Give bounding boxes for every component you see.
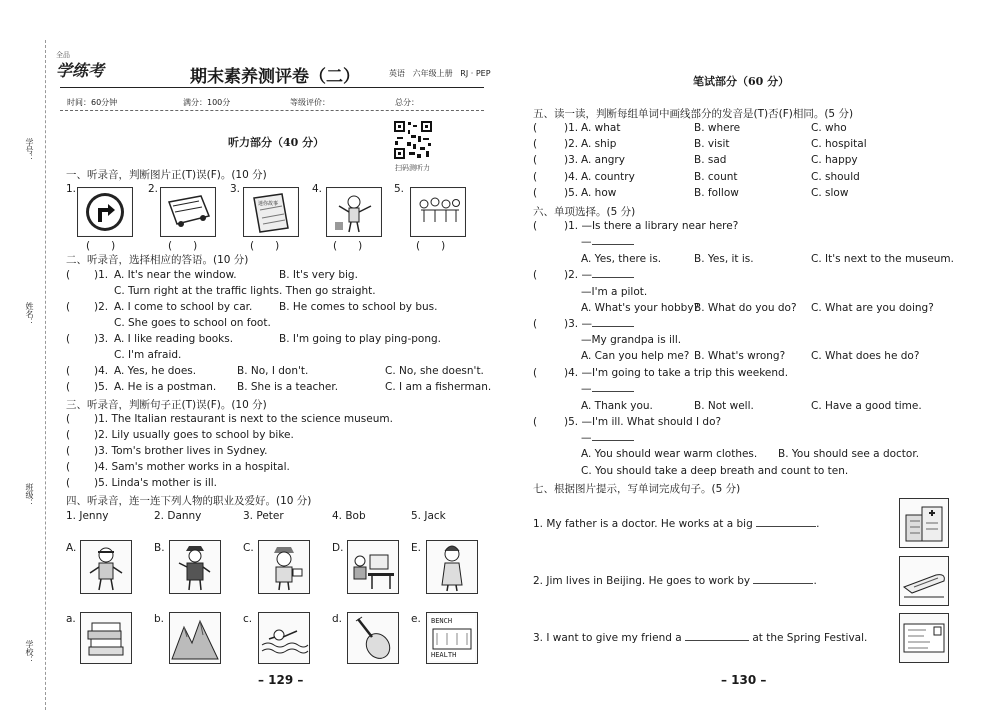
option-b: B. follow — [694, 187, 739, 199]
statement-3: )3. Tom's brother lives in Sydney. — [94, 445, 268, 457]
question-text: )4. —I'm going to take a trip this weekend. — [564, 367, 789, 379]
answer-paren[interactable]: ( — [533, 318, 538, 330]
police-person-image — [169, 540, 221, 594]
answer-paren[interactable]: ( — [533, 171, 538, 183]
sidebar-label-name: 姓名： — [25, 302, 34, 326]
s1-paren-4[interactable]: ( ) — [333, 240, 363, 252]
option-a: A. I come to school by car. — [114, 301, 253, 313]
statement-5: )5. Linda's mother is ill. — [94, 477, 218, 489]
option-a: A. Can you help me? — [581, 350, 690, 362]
brand-logo — [56, 50, 104, 81]
listening-section-title: 听力部分（40 分） — [228, 136, 325, 149]
person-name-2: 2. Danny — [154, 510, 202, 522]
item-number: )3. — [564, 154, 579, 166]
sentence-end: . — [813, 575, 817, 587]
option-b: B. What do you do? — [694, 302, 797, 314]
page-title: 期末素养测评卷（二） — [190, 67, 360, 87]
hobby-letter-d: d. — [332, 613, 343, 625]
option-c: C. What does he do? — [811, 350, 920, 362]
option-b: B. He comes to school by bus. — [279, 301, 438, 313]
bus-image — [160, 187, 216, 237]
option-b: B. Yes, it is. — [694, 253, 754, 265]
qr-code — [393, 120, 433, 160]
sidebar-label-student-id: 学号： — [25, 138, 34, 162]
postcard-image — [899, 613, 949, 663]
option-a: A. It's near the window. — [114, 269, 237, 281]
reply-blank[interactable] — [581, 432, 634, 444]
option-b: B. She is a teacher. — [237, 381, 339, 393]
job-letter-c: C. — [243, 542, 254, 554]
option-a: A. Thank you. — [581, 400, 653, 412]
header-rule — [60, 87, 484, 88]
book-image — [243, 187, 299, 237]
answer-paren[interactable]: ( — [533, 416, 538, 428]
sentence-1[interactable] — [533, 518, 819, 530]
option-a: A. country — [581, 171, 635, 183]
option-c: C. No, she doesn't. — [385, 365, 484, 377]
dash: — — [581, 432, 592, 444]
s1-num-3: 3. — [230, 183, 241, 195]
s1-paren-3[interactable]: ( ) — [250, 240, 280, 252]
sentence-3[interactable] — [533, 632, 867, 644]
reply-blank[interactable] — [581, 236, 634, 248]
person-name-5: 5. Jack — [411, 510, 446, 522]
answer-paren[interactable]: ( — [533, 122, 538, 134]
option-a: A. how — [581, 187, 617, 199]
item-number: )2. — [94, 301, 109, 313]
item-number: )2. — [564, 138, 579, 150]
binding-line — [45, 40, 46, 710]
pipa-instrument-image — [347, 612, 399, 664]
answer-paren[interactable]: ( — [533, 154, 538, 166]
reply-blank[interactable] — [581, 383, 634, 395]
person-name-1: 1. Jenny — [66, 510, 109, 522]
option-a: A. You should wear warm clothes. — [581, 448, 758, 460]
option-c: C. Have a good time. — [811, 400, 922, 412]
answer-paren[interactable]: ( — [533, 187, 538, 199]
option-b: B. You should see a doctor. — [778, 448, 920, 460]
s1-paren-2[interactable]: ( ) — [168, 240, 198, 252]
section1-title: 一、听录音，判断图片正(T)误(F)。(10 分) — [66, 169, 267, 181]
question-prefix: )2. — — [564, 269, 592, 281]
statement-2: )2. Lily usually goes to school by bike. — [94, 429, 294, 441]
option-b: B. sad — [694, 154, 727, 166]
turn-right-sign-image — [77, 187, 133, 237]
answer-paren[interactable]: ( — [66, 461, 71, 473]
answer-paren[interactable]: ( — [533, 220, 538, 232]
option-c: C. You should take a deep breath and count to ten. — [581, 465, 849, 477]
option-c: C. should — [811, 171, 860, 183]
item-number: )3. — [94, 333, 109, 345]
option-b: B. where — [694, 122, 741, 134]
sidebar-label-class: 班级： — [25, 483, 34, 507]
item-number: )5. — [94, 381, 109, 393]
chef-boy-image — [326, 187, 382, 237]
answer-paren[interactable]: ( — [66, 301, 71, 313]
s1-num-1: 1. — [66, 183, 77, 195]
answer-paren[interactable]: ( — [533, 138, 538, 150]
option-a: A. ship — [581, 138, 617, 150]
hospital-building-image — [899, 498, 949, 548]
option-a: A. angry — [581, 154, 625, 166]
question-text: )5. —I'm ill. What should I do? — [564, 416, 722, 428]
sentence-text: 2. Jim lives in Beijing. He goes to work by — [533, 575, 751, 587]
option-a: A. what — [581, 122, 621, 134]
option-c: C. Turn right at the traffic lights. Then go straight. — [114, 285, 376, 297]
question-text[interactable] — [564, 269, 634, 281]
person-name-3: 3. Peter — [243, 510, 284, 522]
option-c: C. slow — [811, 187, 849, 199]
option-a: A. Yes, he does. — [114, 365, 197, 377]
dash: — — [581, 383, 592, 395]
logo-main: 学练考 — [56, 61, 105, 80]
poster-word-2: HEALTH — [431, 651, 457, 659]
answer-paren[interactable]: ( — [66, 413, 71, 425]
dash: — — [581, 236, 592, 248]
question-prefix: )3. — — [564, 318, 592, 330]
option-a: A. He is a postman. — [114, 381, 217, 393]
item-number: )4. — [94, 365, 109, 377]
books-stack-image — [80, 612, 132, 664]
job-letter-a: A. — [66, 542, 77, 554]
poster-word-1: BENCH — [431, 617, 453, 625]
item-number: )1. — [94, 269, 109, 281]
qr-caption: 扫码测听力 — [395, 164, 430, 172]
section2-title: 二、听录音，选择相应的答语。(10 分) — [66, 254, 249, 266]
hobby-letter-b: b. — [154, 613, 165, 625]
page-number-left: – 129 – — [258, 673, 304, 687]
reply-line: —My grandpa is ill. — [581, 334, 682, 346]
option-b: B. What's wrong? — [694, 350, 786, 362]
hobby-letter-a: a. — [66, 613, 76, 625]
s1-num-4: 4. — [312, 183, 323, 195]
item-number: )4. — [564, 171, 579, 183]
job-letter-e: E. — [411, 542, 421, 554]
s1-num-2: 2. — [148, 183, 159, 195]
sentence-text: 1. My father is a doctor. He works at a big — [533, 518, 753, 530]
option-c: C. What are you doing? — [811, 302, 934, 314]
answer-paren[interactable]: ( — [66, 365, 71, 377]
reply-line: —I'm a pilot. — [581, 286, 648, 298]
answer-paren[interactable]: ( — [66, 333, 71, 345]
health-poster-image — [426, 612, 478, 664]
total-label: 总分： — [395, 98, 419, 107]
header-subject — [389, 68, 491, 79]
option-b: B. No, I don't. — [237, 365, 309, 377]
item-number: )1. — [564, 122, 579, 134]
edition-label: RJ · PEP — [460, 69, 491, 78]
section6-title: 六、单项选择。(5 分) — [533, 206, 636, 218]
s1-paren-5[interactable]: ( ) — [416, 240, 446, 252]
sentence-2[interactable] — [533, 575, 817, 587]
group-of-people-image — [410, 187, 466, 237]
section4-title: 四、听录音，连一连下列人物的职业及爱好。(10 分) — [66, 495, 312, 507]
section5-title: 五、读一读，判断每组单词中画线部分的发音是(T)否(F)相同。(5 分) — [533, 108, 854, 120]
hobby-letter-c: c. — [243, 613, 253, 625]
section7-title: 七、根据图片提示，写单词完成句子。(5 分) — [533, 483, 741, 495]
option-a: A. What's your hobby? — [581, 302, 700, 314]
sentence-end: at the Spring Festival. — [752, 632, 868, 644]
mountains-image — [169, 612, 221, 664]
answer-paren[interactable]: ( — [533, 269, 538, 281]
sentence-end: . — [816, 518, 820, 530]
option-c: C. It's next to the museum. — [811, 253, 954, 265]
computer-desk-image — [347, 540, 399, 594]
answer-paren[interactable]: ( — [66, 381, 71, 393]
s1-paren-1[interactable]: ( ) — [86, 240, 116, 252]
high-speed-train-image — [899, 556, 949, 606]
option-b: B. It's very big. — [279, 269, 358, 281]
answer-paren[interactable]: ( — [66, 445, 71, 457]
option-b: B. Not well. — [694, 400, 754, 412]
statement-1: )1. The Italian restaurant is next to the science museum. — [94, 413, 393, 425]
level-label: 等级评价： — [290, 98, 330, 107]
header-rule-2 — [60, 110, 484, 111]
logo-top: 全品 — [56, 51, 70, 59]
option-a: A. I like reading books. — [114, 333, 234, 345]
page-number-right: – 130 – — [721, 673, 767, 687]
option-c: C. I'm afraid. — [114, 349, 182, 361]
answer-paren[interactable]: ( — [533, 367, 538, 379]
question-text[interactable] — [564, 318, 634, 330]
section3-title: 三、听录音，判断句子正(T)误(F)。(10 分) — [66, 399, 267, 411]
time-label: 时间：60分钟 — [67, 98, 118, 107]
option-c: C. She goes to school on foot. — [114, 317, 271, 329]
book-title-text: 迷你故事 — [258, 201, 279, 207]
answer-paren[interactable]: ( — [66, 269, 71, 281]
hobby-letter-e: e. — [411, 613, 421, 625]
answer-paren[interactable]: ( — [66, 429, 71, 441]
job-letter-b: B. — [154, 542, 165, 554]
person-name-4: 4. Bob — [332, 510, 366, 522]
postman-person-image — [258, 540, 310, 594]
question-text: )1. —Is there a library near here? — [564, 220, 739, 232]
builder-person-image — [80, 540, 132, 594]
written-section-title: 笔试部分（60 分） — [693, 75, 790, 88]
option-b: B. I'm going to play ping-pong. — [279, 333, 441, 345]
option-c: C. happy — [811, 154, 858, 166]
grade-label: 六年级上册 — [412, 69, 453, 78]
statement-4: )4. Sam's mother works in a hospital. — [94, 461, 290, 473]
option-c: C. I am a fisherman. — [385, 381, 492, 393]
job-letter-d: D. — [332, 542, 344, 554]
option-b: B. visit — [694, 138, 730, 150]
sentence-text: 3. I want to give my friend a — [533, 632, 682, 644]
answer-paren[interactable]: ( — [66, 477, 71, 489]
swimming-image — [258, 612, 310, 664]
sidebar-label-school: 学校： — [25, 640, 34, 664]
option-b: B. count — [694, 171, 738, 183]
item-number: )5. — [564, 187, 579, 199]
woman-with-phone-image — [426, 540, 478, 594]
subject-label: 英语 — [389, 69, 405, 78]
option-c: C. who — [811, 122, 847, 134]
full-score-label: 满分：100分 — [183, 98, 231, 107]
option-a: A. Yes, there is. — [581, 253, 662, 265]
s1-num-5: 5. — [394, 183, 405, 195]
option-c: C. hospital — [811, 138, 867, 150]
